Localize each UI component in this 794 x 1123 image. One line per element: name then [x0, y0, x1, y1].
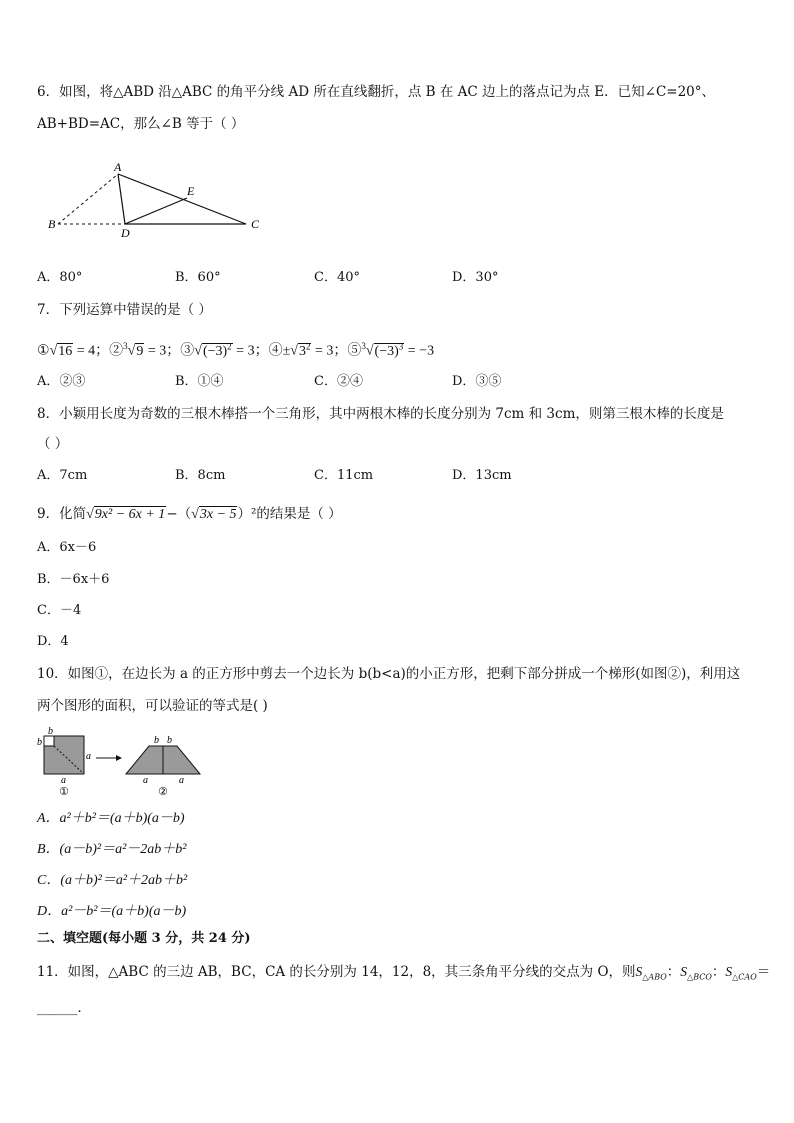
- q10-label-b-left: b: [37, 737, 42, 748]
- q10-label-b-trap-2: b: [167, 735, 172, 746]
- q10-figure: [36, 726, 206, 798]
- q11-s3-sub: △CAO: [732, 972, 757, 982]
- q7-p3-radicand: (−3): [202, 343, 228, 359]
- q8-option-a: A．7cm: [37, 468, 88, 483]
- q7-option-a: A．②③: [37, 374, 86, 389]
- q10-label-a-right: a: [86, 751, 91, 762]
- q6-option-b: B．60°: [175, 270, 221, 285]
- q9-prefix: 9．化简: [37, 506, 87, 522]
- q10-line1: 10．如图①，在边长为 a 的正方形中剪去一个边长为 b(b<a)的小正方形，把剩下部分拼成一个梯形(如图②)，利用这: [37, 666, 741, 682]
- q6-label-c: C: [251, 217, 260, 231]
- q8-line2: （ ）: [37, 436, 69, 452]
- q6-line2: AB+BD=AC，那么∠B 等于（ ）: [37, 116, 245, 132]
- q7-p5-exponent: 3: [398, 341, 404, 351]
- q6-label-d: D: [121, 226, 130, 240]
- q11-colon-2: ：: [711, 964, 726, 980]
- q10-option-d: D．a²－b²＝(a＋b)(a－b): [37, 904, 187, 919]
- section-2-heading: 二、填空题(每小题 3 分，共 24 分): [37, 931, 251, 946]
- q6-ac-line: [118, 174, 246, 224]
- q10-small-square: [44, 736, 54, 746]
- q6-label-a: A: [114, 160, 122, 174]
- q10-line2: 两个图形的面积，可以验证的等式是( ): [37, 698, 268, 714]
- q10-option-c: C．(a＋b)²＝a²＋2ab＋b²: [37, 873, 188, 888]
- q10-label-a-bottom: a: [61, 775, 66, 786]
- q9-option-a: A．6x－6: [37, 540, 97, 555]
- q7-p2-index: 3: [123, 341, 128, 351]
- q7-p1-mark: ①: [37, 343, 50, 359]
- q7-expressions: ①√16 = 4；②$^3$√9 = 3；$③√(-3)^2 = 3$；$④\pm√3^2 = 3$；$⑤^3√(-3)^3 = -3$: [37, 341, 435, 359]
- q7-p2-mark: ②: [109, 343, 124, 359]
- q11-equals: ＝: [756, 964, 771, 980]
- q7-p4-pm: ±: [282, 343, 291, 359]
- q9-option-b: B．－6x＋6: [37, 572, 110, 587]
- q8-option-b: B．8cm: [175, 468, 226, 483]
- q7-p4-mark: ④: [268, 343, 283, 359]
- q11-s3: S: [725, 964, 733, 979]
- q9-radicand-1: 9x² − 6x + 1: [94, 507, 166, 522]
- q7-p5-radicand: (−3): [374, 343, 399, 359]
- q6-label-e: E: [187, 184, 195, 198]
- q9-suffix: ）²的结果是（ ）: [237, 506, 342, 522]
- q11-s2-sub: △BCO: [687, 972, 712, 982]
- q7-p5-index: 3: [361, 341, 366, 351]
- q6-option-d: D．30°: [452, 270, 499, 285]
- q6-label-b: B: [48, 217, 56, 231]
- q10-option-b: B．(a－b)²＝a²－2ab＋b²: [37, 842, 187, 857]
- q7-p5-result: = −3: [407, 343, 435, 359]
- q7-p4-result: = 3；: [314, 343, 348, 359]
- q10-arrow-head: [116, 755, 122, 761]
- q7-option-d: D．③⑤: [452, 374, 502, 389]
- q7-p4-exponent: 2: [305, 341, 311, 351]
- q8-option-c: C．11cm: [314, 468, 374, 483]
- q10-label-b-trap-1: b: [154, 735, 159, 746]
- q11-s1: S: [635, 964, 643, 979]
- q7-p2-result: = 3；: [147, 343, 181, 359]
- q7-p1-result: = 4；: [76, 343, 110, 359]
- q6-triangle-figure: [40, 160, 280, 240]
- q7-p2-radicand: 9: [136, 343, 144, 359]
- q10-label-a-trap-1: a: [143, 775, 148, 786]
- q6-option-a: A．80°: [37, 270, 83, 285]
- q6-line1: 6．如图，将△ABD 沿△ABC 的角平分线 AD 所在直线翻折，点 B 在 AC 边上的落点记为点 E．已知∠C=20°、: [37, 84, 716, 100]
- q7-p4-radicand: 3: [298, 343, 306, 359]
- q7-p3-result: = 3；: [236, 343, 269, 359]
- q11-blank: ______．: [37, 1000, 91, 1016]
- q8-option-d: D．13cm: [452, 468, 512, 483]
- q9-mid: −（: [166, 506, 192, 522]
- q9-option-d: D．4: [37, 634, 69, 649]
- q10-option-a: A．a²＋b²＝(a＋b)(a－b): [37, 811, 185, 826]
- q10-label-b-top: b: [48, 726, 53, 737]
- q6-option-c: C．40°: [314, 270, 360, 285]
- q7-option-c: C．②④: [314, 374, 363, 389]
- q11-text: 11．如图，△ABC 的三边 AB，BC，CA 的长分别为 14，12，8，其三条角平分线的交点为 O，则: [37, 964, 636, 980]
- q9-radicand-2: 3x − 5: [199, 507, 237, 522]
- q7-option-b: B．①④: [175, 374, 224, 389]
- q6-ad-line: [118, 174, 125, 224]
- q10-caption-1: ①: [59, 785, 69, 798]
- q8-line1: 8．小颖用长度为奇数的三根木棒搭一个三角形，其中两根木棒的长度分别为 7cm 和 3cm，则第三根木棒的长度是: [37, 406, 724, 422]
- q9-option-c: C．－4: [37, 603, 82, 618]
- q6-de-line: [125, 198, 187, 224]
- q7-p3-exponent: 2: [227, 341, 232, 351]
- q6-ab-dashed: [58, 174, 118, 224]
- q9-stem: 9．化简√9x² − 6x + 1−（√3x − 5）²的结果是（ ）: [37, 506, 342, 522]
- q11-s2: S: [680, 964, 688, 979]
- q7-stem: 7．下列运算中错误的是（ ）: [37, 302, 212, 318]
- q7-p5-mark: ⑤: [347, 343, 362, 359]
- q10-caption-2: ②: [158, 785, 168, 798]
- q11-colon-1: ：: [666, 964, 681, 980]
- q10-label-a-trap-2: a: [179, 775, 184, 786]
- q11-s1-sub: △ABO: [642, 972, 667, 982]
- q7-p1-radicand: 16: [58, 343, 73, 359]
- q11-line1: [37, 962, 770, 988]
- q7-p3-mark: ③: [180, 343, 195, 359]
